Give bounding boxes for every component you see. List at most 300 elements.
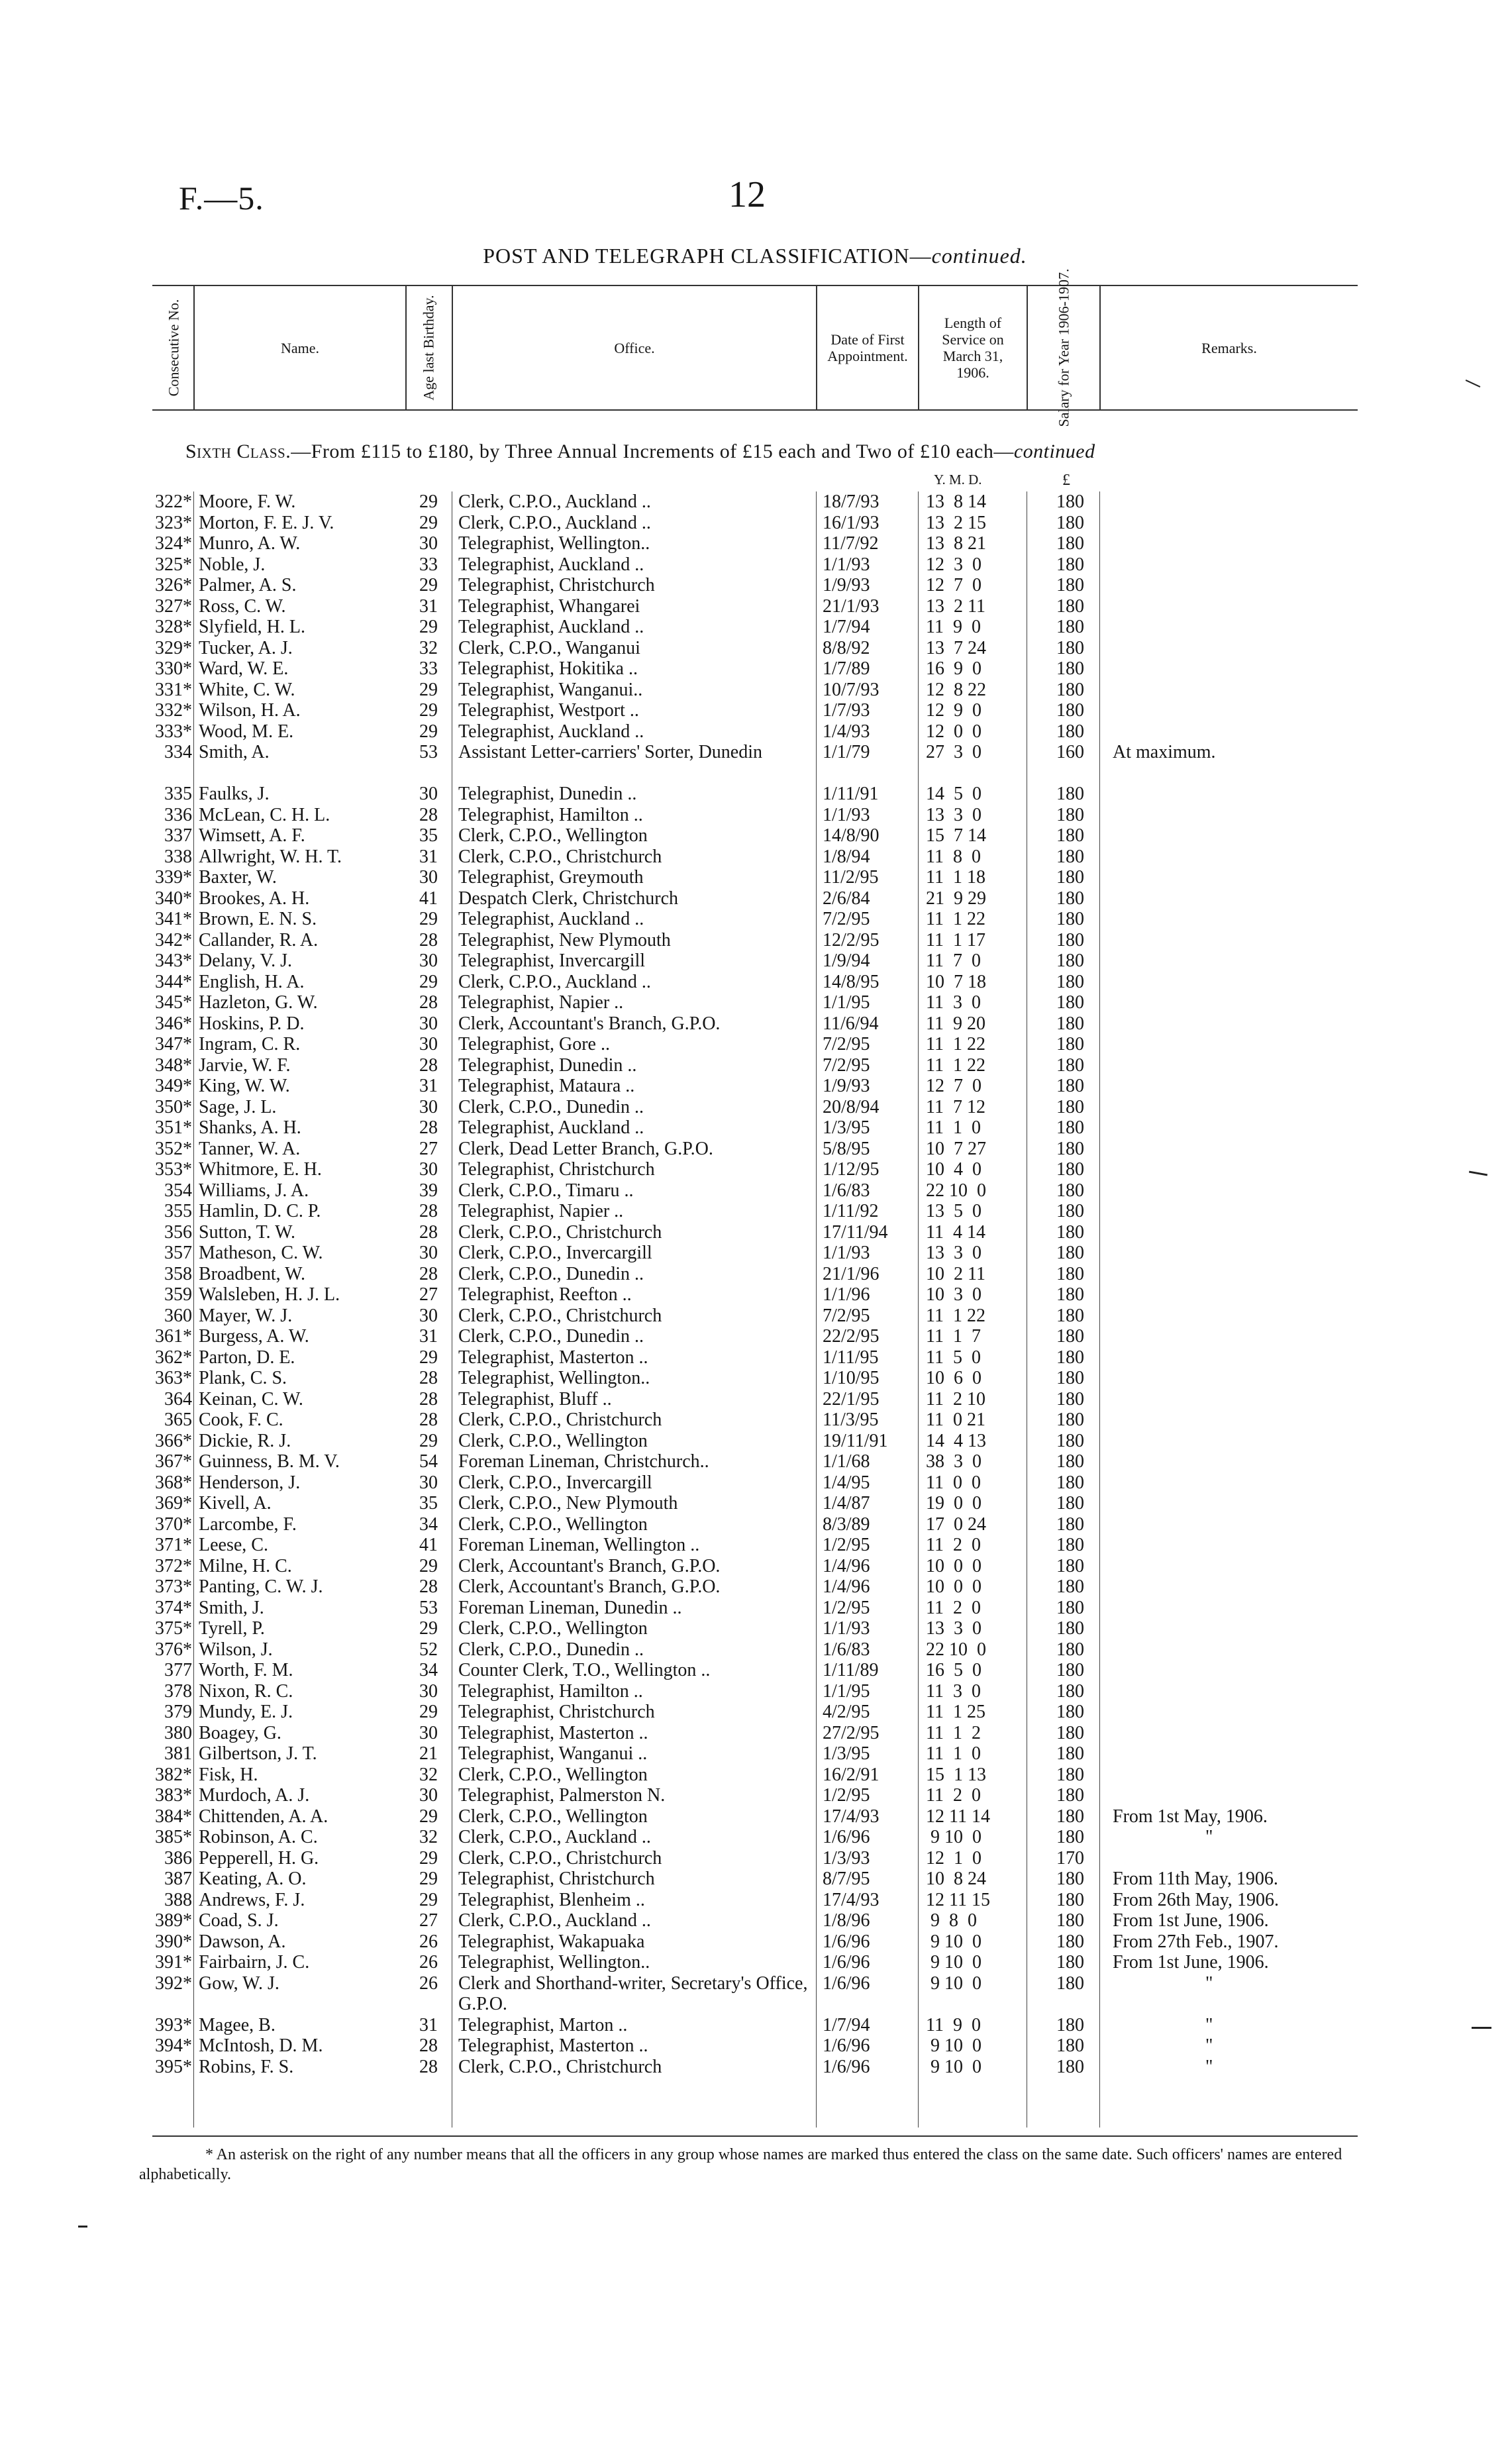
- length-of-service: 11 1 0: [926, 1743, 981, 1764]
- officer-name: Matheson, C. W.: [199, 1243, 323, 1263]
- appointment-date: 18/7/93: [823, 491, 880, 512]
- table-row: [0, 1117, 1510, 1139]
- table-row: [0, 1785, 1510, 1806]
- consecutive-number: 348*: [155, 1054, 192, 1076]
- consecutive-number: 344*: [155, 971, 192, 992]
- age: 30: [419, 867, 438, 888]
- age: 30: [419, 1159, 438, 1180]
- age: 54: [419, 1451, 438, 1472]
- length-of-service: 11 2 0: [926, 1785, 981, 1806]
- length-of-service: 22 10 0: [926, 1180, 986, 1201]
- office: Clerk, C.P.O., Wellington: [458, 1430, 648, 1451]
- appointment-date: 1/6/83: [823, 1639, 870, 1660]
- table-row: [0, 1493, 1510, 1514]
- appointment-date: 17/11/94: [823, 1221, 888, 1243]
- length-of-service: 16 9 0: [926, 658, 981, 679]
- table-row: [0, 1201, 1510, 1222]
- officer-name: Tyrell, P.: [199, 1618, 265, 1639]
- officer-name: Dickie, R. J.: [199, 1430, 291, 1451]
- salary: 180: [1056, 909, 1084, 929]
- salary: 180: [1056, 1806, 1084, 1827]
- salary: 180: [1056, 1305, 1084, 1326]
- remarks: ": [1205, 2056, 1213, 2077]
- length-of-service: 11 3 0: [926, 992, 981, 1013]
- table-row: [0, 1159, 1510, 1180]
- consecutive-number: 382*: [155, 1764, 192, 1785]
- salary: 180: [1056, 2035, 1084, 2056]
- consecutive-number: 334: [164, 742, 192, 762]
- age: 28: [419, 1388, 438, 1410]
- officer-name: Dawson, A.: [199, 1931, 286, 1952]
- consecutive-number: 354: [164, 1180, 192, 1201]
- table-row: [0, 1284, 1510, 1306]
- officer-name: Fisk, H.: [199, 1764, 258, 1785]
- salary: 180: [1056, 1284, 1084, 1305]
- appointment-date: 1/7/94: [823, 617, 870, 637]
- appointment-date: 22/2/95: [823, 1326, 880, 1347]
- salary: 180: [1056, 1368, 1084, 1388]
- age: 29: [419, 1347, 438, 1368]
- officer-name: Worth, F. M.: [199, 1660, 293, 1680]
- table-row: [0, 1514, 1510, 1535]
- officer-name: Henderson, J.: [199, 1472, 301, 1493]
- appointment-date: 1/9/93: [823, 1076, 870, 1096]
- office: Clerk, C.P.O., Christchurch: [458, 1410, 662, 1430]
- salary: 180: [1056, 1597, 1084, 1618]
- table-row: [0, 638, 1510, 659]
- margin-mark: [78, 2226, 87, 2228]
- officer-name: Callander, R. A.: [199, 929, 319, 950]
- col-header-office: Office.: [614, 339, 655, 356]
- age: 33: [419, 554, 438, 575]
- table-row: [0, 1535, 1510, 1556]
- appointment-date: 1/9/94: [823, 950, 870, 971]
- page-title: [0, 244, 1510, 268]
- office: Telegraphist, Gore ..: [458, 1034, 610, 1054]
- length-of-service: 11 0 0: [926, 1472, 981, 1493]
- officer-name: McIntosh, D. M.: [199, 2035, 323, 2056]
- table-row: [0, 596, 1510, 617]
- title-continued: continued.: [931, 244, 1027, 268]
- age: 28: [419, 929, 438, 950]
- officer-name: Burgess, A. W.: [199, 1326, 309, 1347]
- officer-name: Cook, F. C.: [199, 1410, 283, 1430]
- length-of-service: 10 0 0: [926, 1576, 981, 1597]
- appointment-date: 4/2/95: [823, 1702, 870, 1722]
- length-of-service: 9 10 0: [926, 2035, 981, 2056]
- officer-name: Hazleton, G. W.: [199, 992, 318, 1013]
- age: 29: [419, 1869, 438, 1889]
- salary: 180: [1056, 1013, 1084, 1034]
- office: Telegraphist, Masterton ..: [458, 1347, 648, 1368]
- age: 28: [419, 992, 438, 1013]
- officer-name: Guinness, B. M. V.: [199, 1451, 340, 1472]
- consecutive-number: 332*: [155, 700, 192, 721]
- table-row: [0, 742, 1510, 784]
- age: 29: [419, 1847, 438, 1869]
- appointment-date: 1/2/95: [823, 1597, 870, 1618]
- appointment-date: 1/4/96: [823, 1555, 870, 1576]
- length-of-service: 38 3 0: [926, 1451, 981, 1472]
- length-of-service: 13 7 24: [926, 637, 986, 658]
- salary: 180: [1056, 867, 1084, 888]
- appointment-date: 1/8/94: [823, 846, 870, 867]
- age: 28: [419, 1263, 438, 1284]
- table-row: [0, 1765, 1510, 1786]
- remarks: ": [1205, 2014, 1213, 2035]
- officer-name: Mayer, W. J.: [199, 1305, 293, 1326]
- length-of-service: 11 3 0: [926, 1680, 981, 1702]
- age: 53: [419, 1597, 438, 1618]
- length-of-service: 12 8 22: [926, 679, 986, 700]
- salary: 180: [1056, 1952, 1084, 1973]
- office: Telegraphist, Wellington..: [458, 1368, 650, 1388]
- officer-name: Fairbairn, J. C.: [199, 1952, 310, 1973]
- length-of-service: 11 9 0: [926, 617, 981, 637]
- age: 29: [419, 1555, 438, 1576]
- age: 30: [419, 1013, 438, 1034]
- officer-name: Jarvie, W. F.: [199, 1054, 291, 1076]
- office: Telegraphist, Christchurch: [458, 575, 655, 595]
- table-row: [0, 909, 1510, 930]
- office: Telegraphist, Marton ..: [458, 2014, 628, 2035]
- appointment-date: 1/9/93: [823, 575, 870, 595]
- table-row: [0, 658, 1510, 680]
- length-of-service: 10 7 18: [926, 971, 986, 992]
- officer-name: Kivell, A.: [199, 1493, 272, 1514]
- class-name: Sixth Class.: [185, 440, 291, 462]
- office: Clerk, C.P.O., Christchurch: [458, 1305, 662, 1326]
- salary: 180: [1056, 1535, 1084, 1555]
- office: Telegraphist, Masterton ..: [458, 1722, 648, 1743]
- header-rule-bottom: [152, 409, 1358, 411]
- consecutive-number: 365: [164, 1410, 192, 1430]
- consecutive-number: 340*: [155, 888, 192, 909]
- appointment-date: 16/2/91: [823, 1764, 880, 1785]
- age: 52: [419, 1639, 438, 1660]
- length-of-service: 11 1 22: [926, 1305, 985, 1326]
- length-of-service: 11 1 2: [926, 1722, 981, 1743]
- length-of-service: 10 2 11: [926, 1263, 985, 1284]
- salary: 180: [1056, 1576, 1084, 1597]
- consecutive-number: 367*: [155, 1451, 192, 1472]
- length-of-service: 13 2 11: [926, 595, 985, 617]
- length-of-service: 13 3 0: [926, 804, 981, 825]
- office: Telegraphist, Wakapuaka: [458, 1931, 645, 1952]
- age: 29: [419, 491, 438, 512]
- length-of-service: 17 0 24: [926, 1514, 986, 1535]
- consecutive-number: 393*: [155, 2014, 192, 2035]
- office: Clerk, C.P.O., Christchurch: [458, 1847, 662, 1869]
- consecutive-number: 339*: [155, 867, 192, 888]
- length-of-service: 11 1 17: [926, 929, 985, 950]
- office: Telegraphist, Hokitika ..: [458, 658, 638, 679]
- age: 29: [419, 1618, 438, 1639]
- table-row: [0, 1890, 1510, 1911]
- consecutive-number: 364: [164, 1388, 192, 1410]
- appointment-date: 7/2/95: [823, 1305, 870, 1326]
- officer-name: Slyfield, H. L.: [199, 617, 305, 637]
- office: Telegraphist, Christchurch: [458, 1159, 655, 1180]
- office: Telegraphist, Hamilton ..: [458, 804, 643, 825]
- officer-name: Brookes, A. H.: [199, 888, 310, 909]
- salary: 180: [1056, 1764, 1084, 1785]
- age: 30: [419, 533, 438, 554]
- salary: 180: [1056, 1472, 1084, 1493]
- office: Telegraphist, Napier ..: [458, 1201, 624, 1221]
- salary: 180: [1056, 1138, 1084, 1159]
- table-row: [0, 1576, 1510, 1598]
- age: 28: [419, 1221, 438, 1243]
- office: Clerk, C.P.O., Wellington: [458, 1514, 648, 1535]
- office: Clerk and Shorthand-writer, Secretary's Office, G.P.O.: [458, 1973, 808, 2014]
- appointment-date: 21/1/93: [823, 595, 880, 617]
- remarks: From 1st June, 1906.: [1113, 1952, 1269, 1973]
- officer-name: Ward, W. E.: [199, 658, 289, 679]
- office: Clerk, C.P.O., Christchurch: [458, 2056, 662, 2077]
- length-of-service: 9 10 0: [926, 1827, 981, 1847]
- office: Clerk, C.P.O., Wellington: [458, 1806, 648, 1827]
- page-number: 12: [729, 174, 766, 215]
- table-row: [0, 1222, 1510, 1243]
- officer-name: Hoskins, P. D.: [199, 1013, 305, 1034]
- office: Telegraphist, Auckland ..: [458, 554, 644, 575]
- age: 28: [419, 2056, 438, 2077]
- length-of-service: 12 9 0: [926, 700, 981, 721]
- officer-name: Keating, A. O.: [199, 1869, 307, 1889]
- officer-name: Robinson, A. C.: [199, 1827, 318, 1847]
- consecutive-number: 322*: [155, 491, 192, 512]
- office: Telegraphist, Whangarei: [458, 595, 640, 617]
- salary: 180: [1056, 700, 1084, 721]
- salary: 180: [1056, 1743, 1084, 1764]
- salary: 180: [1056, 1117, 1084, 1138]
- salary: 180: [1056, 1034, 1084, 1054]
- office: Foreman Lineman, Dunedin ..: [458, 1597, 682, 1618]
- table-row: [0, 1431, 1510, 1452]
- officer-name: Smith, A.: [199, 742, 270, 762]
- length-of-service: 12 11 15: [926, 1889, 990, 1910]
- officer-name: Gilbertson, J. T.: [199, 1743, 317, 1764]
- salary: 180: [1056, 846, 1084, 867]
- length-of-service: 12 1 0: [926, 1847, 981, 1869]
- length-of-service: 11 1 22: [926, 1034, 985, 1054]
- office: Telegraphist, Masterton ..: [458, 2035, 648, 2056]
- appointment-date: 17/4/93: [823, 1806, 880, 1827]
- office: Clerk, C.P.O., Auckland ..: [458, 1910, 651, 1931]
- consecutive-number: 384*: [155, 1806, 192, 1827]
- salary: 180: [1056, 554, 1084, 575]
- table-row: [0, 1618, 1510, 1639]
- salary: 180: [1056, 1159, 1084, 1180]
- office: Telegraphist, Christchurch: [458, 1702, 655, 1722]
- office: Clerk, C.P.O., Wellington: [458, 1618, 648, 1639]
- office: Clerk, Accountant's Branch, G.P.O.: [458, 1576, 721, 1597]
- age: 28: [419, 804, 438, 825]
- col-header-salary: Salary for Year 1906-1907.: [1055, 268, 1072, 427]
- table-row: [0, 1681, 1510, 1702]
- appointment-date: 1/1/68: [823, 1451, 870, 1472]
- consecutive-number: 395*: [155, 2056, 192, 2077]
- salary: 180: [1056, 595, 1084, 617]
- office: Telegraphist, Auckland ..: [458, 1117, 644, 1138]
- appointment-date: 1/11/91: [823, 784, 879, 804]
- office: Telegraphist, Wellington..: [458, 1952, 650, 1973]
- consecutive-number: 335: [164, 784, 192, 804]
- consecutive-number: 375*: [155, 1618, 192, 1639]
- officer-name: Faulks, J.: [199, 784, 270, 804]
- consecutive-number: 323*: [155, 512, 192, 533]
- length-of-service: 11 2 10: [926, 1388, 985, 1410]
- salary: 180: [1056, 1973, 1084, 1994]
- length-of-service: 12 7 0: [926, 575, 981, 595]
- salary: 180: [1056, 1555, 1084, 1576]
- consecutive-number: 389*: [155, 1910, 192, 1931]
- officer-name: Coad, S. J.: [199, 1910, 279, 1931]
- length-of-service: 10 4 0: [926, 1159, 981, 1180]
- age: 39: [419, 1180, 438, 1201]
- officer-name: Parton, D. E.: [199, 1347, 295, 1368]
- salary: 180: [1056, 1054, 1084, 1076]
- age: 53: [419, 742, 438, 762]
- consecutive-number: 329*: [155, 637, 192, 658]
- age: 27: [419, 1138, 438, 1159]
- appointment-date: 27/2/95: [823, 1722, 880, 1743]
- officer-name: Tanner, W. A.: [199, 1138, 301, 1159]
- footnote: * An asterisk on the right of any number means that all the officers in any group whose names are marked thus entered the class on the same date. Such officers' names are entered alphabetically.: [139, 2146, 1342, 2183]
- salary: 180: [1056, 1680, 1084, 1702]
- consecutive-number: 336: [164, 804, 192, 825]
- officer-name: Larcombe, F.: [199, 1514, 297, 1535]
- length-of-service: 22 10 0: [926, 1639, 986, 1660]
- remarks: From 1st May, 1906.: [1113, 1806, 1268, 1827]
- consecutive-number: 366*: [155, 1430, 192, 1451]
- table-row: [0, 950, 1510, 972]
- consecutive-number: 359: [164, 1284, 192, 1305]
- age: 29: [419, 721, 438, 742]
- remarks: From 26th May, 1906.: [1113, 1889, 1279, 1910]
- col-header-name: Name.: [280, 339, 320, 356]
- consecutive-number: 333*: [155, 721, 192, 742]
- length-of-service: 11 1 18: [926, 867, 985, 888]
- length-of-service: 11 2 0: [926, 1535, 981, 1555]
- age: 30: [419, 950, 438, 971]
- length-of-service: 11 8 0: [926, 846, 981, 867]
- office: Clerk, C.P.O., Dunedin ..: [458, 1639, 644, 1660]
- appointment-date: 1/6/96: [823, 1952, 870, 1973]
- table-row: [0, 1743, 1510, 1765]
- officer-name: Munro, A. W.: [199, 533, 301, 554]
- table-row: [0, 784, 1510, 805]
- appointment-date: 1/3/95: [823, 1117, 870, 1138]
- office: Clerk, C.P.O., Wanganui: [458, 637, 640, 658]
- officer-name: Morton, F. E. J. V.: [199, 512, 334, 533]
- consecutive-number: 356: [164, 1221, 192, 1243]
- table-row: [0, 1952, 1510, 1973]
- salary: 180: [1056, 825, 1084, 846]
- office: Counter Clerk, T.O., Wellington ..: [458, 1660, 711, 1680]
- length-of-service: 13 8 21: [926, 533, 986, 554]
- consecutive-number: 368*: [155, 1472, 192, 1493]
- age: 29: [419, 1702, 438, 1722]
- officer-name: Ross, C. W.: [199, 595, 286, 617]
- salary: 180: [1056, 1785, 1084, 1806]
- officer-name: Wimsett, A. F.: [199, 825, 305, 846]
- officer-name: Plank, C. S.: [199, 1368, 287, 1388]
- age: 28: [419, 1576, 438, 1597]
- age: 29: [419, 617, 438, 637]
- remarks: From 27th Feb., 1907.: [1113, 1931, 1279, 1952]
- age: 30: [419, 1680, 438, 1702]
- office: Telegraphist, Wanganui ..: [458, 1743, 648, 1764]
- appointment-date: 7/2/95: [823, 909, 870, 929]
- table-row: [0, 1472, 1510, 1494]
- table-row: [0, 1723, 1510, 1744]
- length-of-service: 9 8 0: [926, 1910, 977, 1931]
- table-row: [0, 1973, 1510, 2015]
- table-row: [0, 1368, 1510, 1389]
- salary: 180: [1056, 617, 1084, 637]
- officer-name: McLean, C. H. L.: [199, 804, 330, 825]
- length-of-service: 10 7 27: [926, 1138, 986, 1159]
- table-row: [0, 1702, 1510, 1723]
- length-of-service: 11 9 0: [926, 2014, 981, 2035]
- consecutive-number: 394*: [155, 2035, 192, 2056]
- appointment-date: 11/2/95: [823, 867, 879, 888]
- remarks: ": [1205, 1827, 1213, 1847]
- appointment-date: 1/6/96: [823, 2035, 870, 2056]
- salary: 180: [1056, 1451, 1084, 1472]
- office: Clerk, C.P.O., Timaru ..: [458, 1180, 634, 1201]
- office: Telegraphist, Palmerston N.: [458, 1785, 666, 1806]
- appointment-date: 1/7/94: [823, 2014, 870, 2035]
- salary: 180: [1056, 1096, 1084, 1117]
- length-of-service: 12 11 14: [926, 1806, 990, 1827]
- length-of-service: 9 10 0: [926, 1952, 981, 1973]
- length-of-service: 11 0 21: [926, 1410, 985, 1430]
- salary: 180: [1056, 992, 1084, 1013]
- age: 29: [419, 1806, 438, 1827]
- appointment-date: 2/6/84: [823, 888, 870, 909]
- officer-name: Chittenden, A. A.: [199, 1806, 328, 1827]
- age: 30: [419, 1096, 438, 1117]
- salary: 180: [1056, 1827, 1084, 1847]
- consecutive-number: 388: [164, 1889, 192, 1910]
- age: 30: [419, 1722, 438, 1743]
- table-row: [0, 1326, 1510, 1347]
- age: 26: [419, 1952, 438, 1973]
- appointment-date: 7/2/95: [823, 1034, 870, 1054]
- appointment-date: 1/11/89: [823, 1660, 879, 1680]
- consecutive-number: 325*: [155, 554, 192, 575]
- salary: 180: [1056, 1076, 1084, 1096]
- table-row: [0, 1034, 1510, 1055]
- salary: 180: [1056, 971, 1084, 992]
- consecutive-number: 345*: [155, 992, 192, 1013]
- col-header-remarks: Remarks.: [1201, 339, 1257, 356]
- office: Telegraphist, Reefton ..: [458, 1284, 632, 1305]
- length-of-service: 11 9 20: [926, 1013, 985, 1034]
- consecutive-number: 380: [164, 1722, 192, 1743]
- age: 29: [419, 971, 438, 992]
- age: 34: [419, 1660, 438, 1680]
- appointment-date: 1/1/93: [823, 1618, 870, 1639]
- section-heading: [185, 440, 1095, 463]
- length-of-service: 13 8 14: [926, 491, 986, 512]
- age: 30: [419, 1243, 438, 1263]
- consecutive-number: 387: [164, 1869, 192, 1889]
- table-row: [0, 1910, 1510, 1931]
